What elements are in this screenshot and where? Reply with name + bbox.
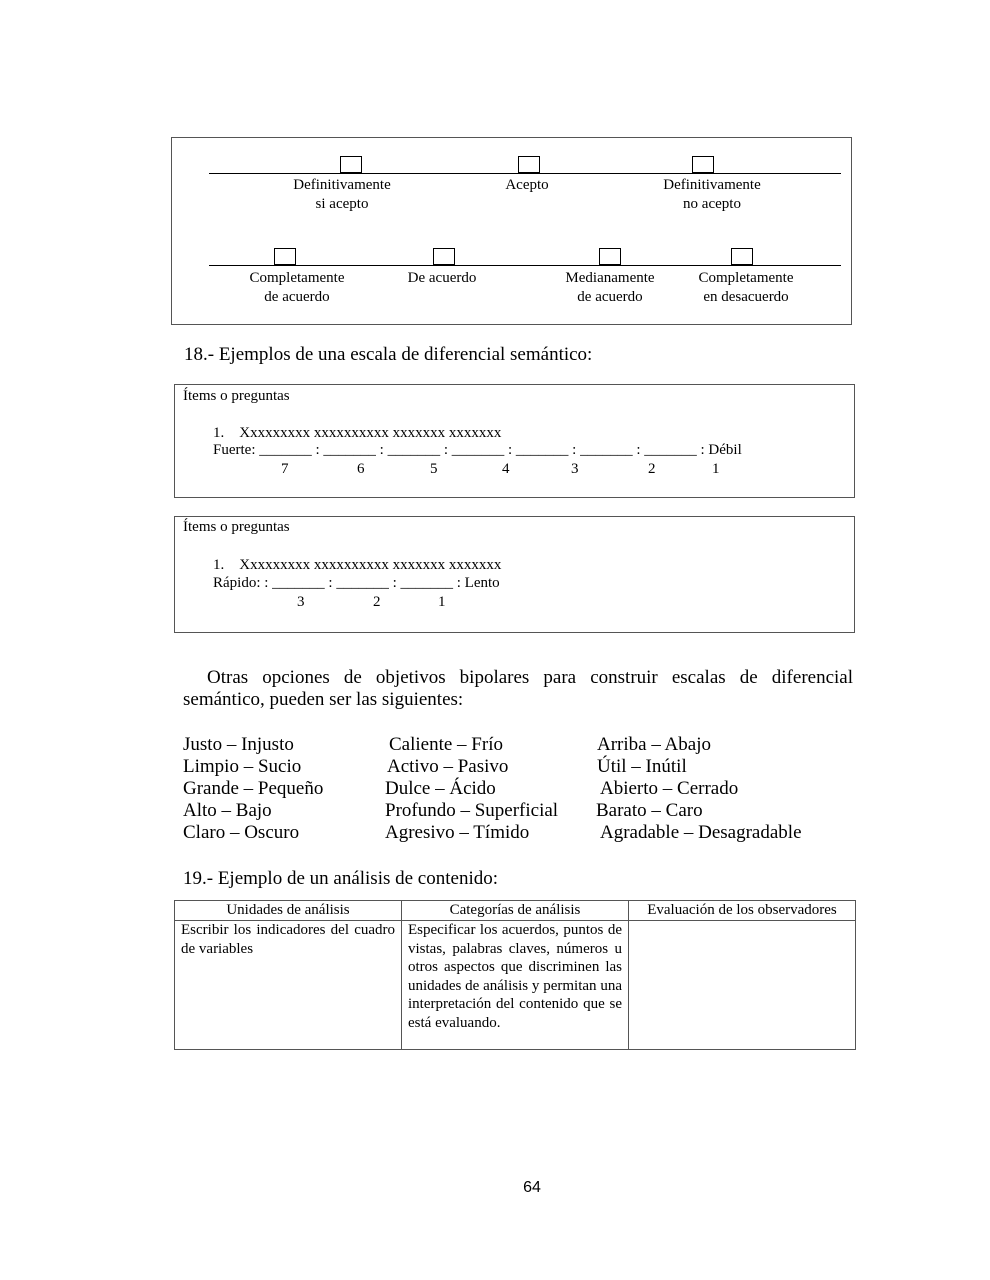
table-header: Unidades de análisis <box>175 901 402 921</box>
table-header: Evaluación de los observadores <box>629 901 856 921</box>
option-label <box>642 176 782 214</box>
pair: Justo – Injusto <box>183 734 294 755</box>
checkbox-definitely-not-accept[interactable] <box>692 156 714 173</box>
box-title: Ítems o preguntas <box>183 388 290 404</box>
pair: Agradable – Desagradable <box>600 822 802 843</box>
pair: Útil – Inútil <box>597 756 687 777</box>
pair: Alto – Bajo <box>183 800 272 821</box>
table-cell <box>629 921 856 1050</box>
scale-number: 4 <box>502 461 510 477</box>
item-text: 1. Xxxxxxxxx xxxxxxxxxx xxxxxxx xxxxxxx <box>213 557 502 573</box>
section-19-heading: 19.- Ejemplo de un análisis de contenido: <box>183 868 499 889</box>
option-label-line1: Medianamente <box>565 270 655 286</box>
scale-number: 2 <box>648 461 656 477</box>
checkbox-agree[interactable] <box>433 248 455 265</box>
option-label-line1: De acuerdo <box>407 270 477 286</box>
checkbox-moderately-agree[interactable] <box>599 248 621 265</box>
checkbox-definitely-accept[interactable] <box>340 156 362 173</box>
pairs-column-1 <box>183 734 323 844</box>
checkbox-accept[interactable] <box>518 156 540 173</box>
checkbox-completely-agree[interactable] <box>274 248 296 265</box>
option-label-line1: Completamente <box>698 270 794 286</box>
page-number: 64 <box>523 1179 541 1196</box>
table-row <box>175 921 856 1050</box>
scale-number: 6 <box>357 461 365 477</box>
scale-number: 1 <box>712 461 720 477</box>
item-text: 1. Xxxxxxxxx xxxxxxxxxx xxxxxxx xxxxxxx <box>213 425 502 441</box>
option-label <box>676 269 816 307</box>
option-label <box>227 269 367 307</box>
table-header: Categorías de análisis <box>402 901 629 921</box>
option-label-line1: Definitivamente <box>293 177 391 193</box>
pairs-column-3 <box>596 734 802 844</box>
table-header-row <box>175 901 856 921</box>
pair: Abierto – Cerrado <box>600 778 739 799</box>
semantic-differential-box-1 <box>174 384 855 498</box>
option-label-line1: Acepto <box>505 177 549 193</box>
pair: Claro – Oscuro <box>183 822 300 843</box>
option-label-line2: de acuerdo <box>264 289 330 305</box>
semantic-differential-box-2 <box>174 516 855 633</box>
scale-number: 3 <box>297 594 305 610</box>
scale-number: 1 <box>438 594 446 610</box>
section-18-heading: 18.- Ejemplos de una escala de diferencial semántico: <box>184 344 593 365</box>
option-label <box>477 176 577 195</box>
scale-line-1 <box>209 173 841 174</box>
box-title: Ítems o preguntas <box>183 519 290 535</box>
pair: Grande – Pequeño <box>183 778 324 799</box>
scale-number: 7 <box>281 461 289 477</box>
option-label-line1: Definitivamente <box>663 177 761 193</box>
pair: Arriba – Abajo <box>597 734 711 755</box>
option-label-line1: Completamente <box>249 270 345 286</box>
pairs-column-2 <box>385 734 558 844</box>
option-label <box>540 269 680 307</box>
option-label-line2: en desacuerdo <box>703 289 789 305</box>
pair: Caliente – Frío <box>389 734 503 755</box>
option-label <box>392 269 492 288</box>
pair: Dulce – Ácido <box>385 778 496 799</box>
table-cell: Escribir los indicadores del cuadro de variables <box>175 921 402 1050</box>
scale-number: 5 <box>430 461 438 477</box>
pair: Activo – Pasivo <box>387 756 509 777</box>
scale-text: Fuerte: _______ : _______ : _______ : _______ : _______ : _______ : _______ : Débil <box>213 442 742 458</box>
content-analysis-table <box>174 900 856 1050</box>
table-cell: Especificar los acuerdos, puntos de vistas, palabras claves, números u otros aspectos que discriminen las unidades de análisis y permitan una interpretación del contenido que se está evaluando. <box>402 921 629 1050</box>
option-label-line2: si acepto <box>315 196 369 212</box>
checkbox-completely-disagree[interactable] <box>731 248 753 265</box>
option-label-line2: de acuerdo <box>577 289 643 305</box>
option-label-line2: no acepto <box>683 196 741 212</box>
scale-number: 3 <box>571 461 579 477</box>
pair: Agresivo – Tímido <box>385 822 530 843</box>
scale-number: 2 <box>373 594 381 610</box>
pair: Profundo – Superficial <box>385 800 559 821</box>
scale-figure <box>171 137 852 325</box>
scale-line-2 <box>209 265 841 266</box>
pair: Limpio – Sucio <box>183 756 302 777</box>
paragraph: Otras opciones de objetivos bipolares para construir escalas de diferencial semántico, pueden ser las siguientes: <box>183 667 853 710</box>
option-label <box>272 176 412 214</box>
scale-text: Rápido: : _______ : _______ : _______ : Lento <box>213 575 500 591</box>
pair: Barato – Caro <box>596 800 703 821</box>
